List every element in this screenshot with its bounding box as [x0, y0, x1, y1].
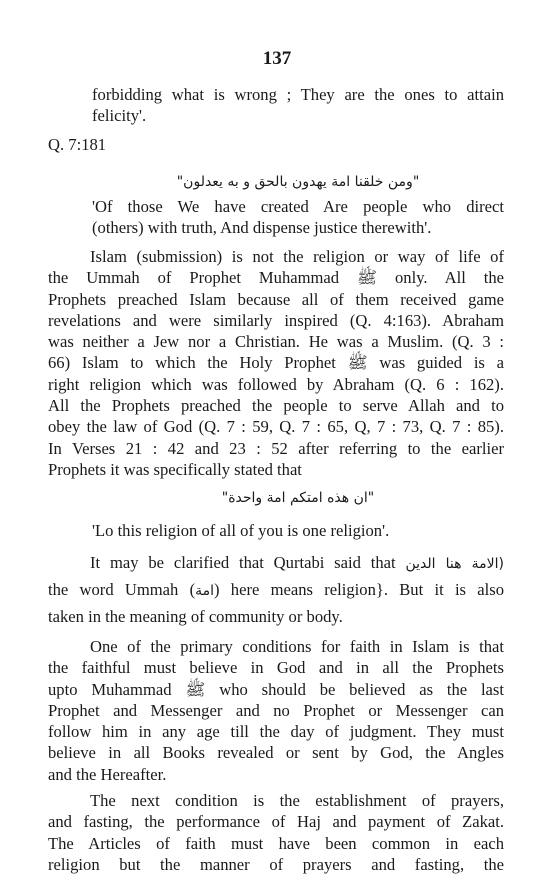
text-line: believe in all Books revealed or sent by God, the Angles [48, 743, 504, 763]
text-line: The Articles of faith must have been common in each [48, 833, 504, 853]
paragraph-4 [48, 790, 504, 875]
text-line: 'Of those We have created Are people who direct [92, 197, 504, 216]
text-line: upto Muhammad ﷺ who should be believed as the last [48, 679, 504, 699]
translation-1 [92, 196, 504, 239]
arabic-inline: امة [195, 583, 215, 600]
text-line: Prophets preached Islam because all of them received game [48, 289, 504, 309]
text-line: forbidding what is wrong ; They are the ones to attain [92, 85, 504, 104]
text-line: was neither a Jew nor a Christian. He was a Muslim. (Q. 3 : [48, 332, 504, 352]
paragraph-3 [48, 636, 504, 785]
text-line: In Verses 21 : 42 and 23 : 52 after referring to the earlier [48, 438, 504, 458]
text-line: and the Hereafter. [48, 764, 167, 784]
page-number: 137 [262, 48, 292, 69]
text-line: the Ummah of Prophet Muhammad ﷺ only. All the [48, 268, 505, 288]
text-line: 66) Islam to which the Holy Prophet ﷺ was guided is a [48, 353, 504, 373]
text-line: obey the law of God (Q. 7 : 59, Q. 7 : 65, Q, 7 : 73, Q. 7 : 85). [48, 417, 504, 437]
text-line: follow him in any age till the day of judgment. They must [48, 722, 504, 742]
text-line: religion but the manner of prayers and fasting, the [48, 854, 504, 874]
text-line: the faithful must believe in God and in all the Prophets [48, 658, 504, 678]
arabic-inline: (الامة هنا الدين [405, 556, 504, 572]
text-line: (others) with truth, And dispense justice therewith'. [92, 218, 432, 238]
text-line: Prophets it was specifically stated that [48, 459, 302, 479]
text-line: felicity'. [92, 106, 147, 126]
text-line: Islam (submission) is not the religion or way of life of [90, 247, 504, 266]
paragraph-1 [48, 246, 504, 480]
text-line: It may be clarified that Qurtabi said that (الامة هنا الدين [90, 553, 504, 572]
translation-2: 'Lo this religion of all of you is one religion'. [92, 521, 390, 540]
text-line: and fasting, the performance of Haj and payment of Zakat. [48, 812, 504, 832]
text-line: Prophet and Messenger and no Prophet or Messenger can [48, 700, 504, 720]
text-line: right religion which was followed by Abraham (Q. 6 : 162). [48, 374, 504, 394]
text-line: One of the primary conditions for faith in Islam is that [90, 637, 504, 656]
text-line: taken in the meaning of community or body. [48, 606, 343, 626]
arabic-verse-2: "ان هذه امتكم امة واحدة" [221, 490, 375, 506]
paragraph-2 [48, 552, 504, 627]
intro-continuation [92, 84, 504, 127]
text-line: All the Prophets preached the people to serve Allah and to [48, 396, 504, 416]
verse-reference: Q. 7:181 [48, 135, 107, 154]
text-line: revelations and were similarly inspired (Q. 4:163). Abraham [48, 310, 504, 330]
text-line: the word Ummah (امة) here means religion}. But it is also [48, 580, 504, 600]
arabic-verse-1: "ومن خلقنا امة يهدون بالحق و به يعدلون" [176, 174, 420, 190]
text-line: The next condition is the establishment of prayers, [90, 791, 504, 810]
